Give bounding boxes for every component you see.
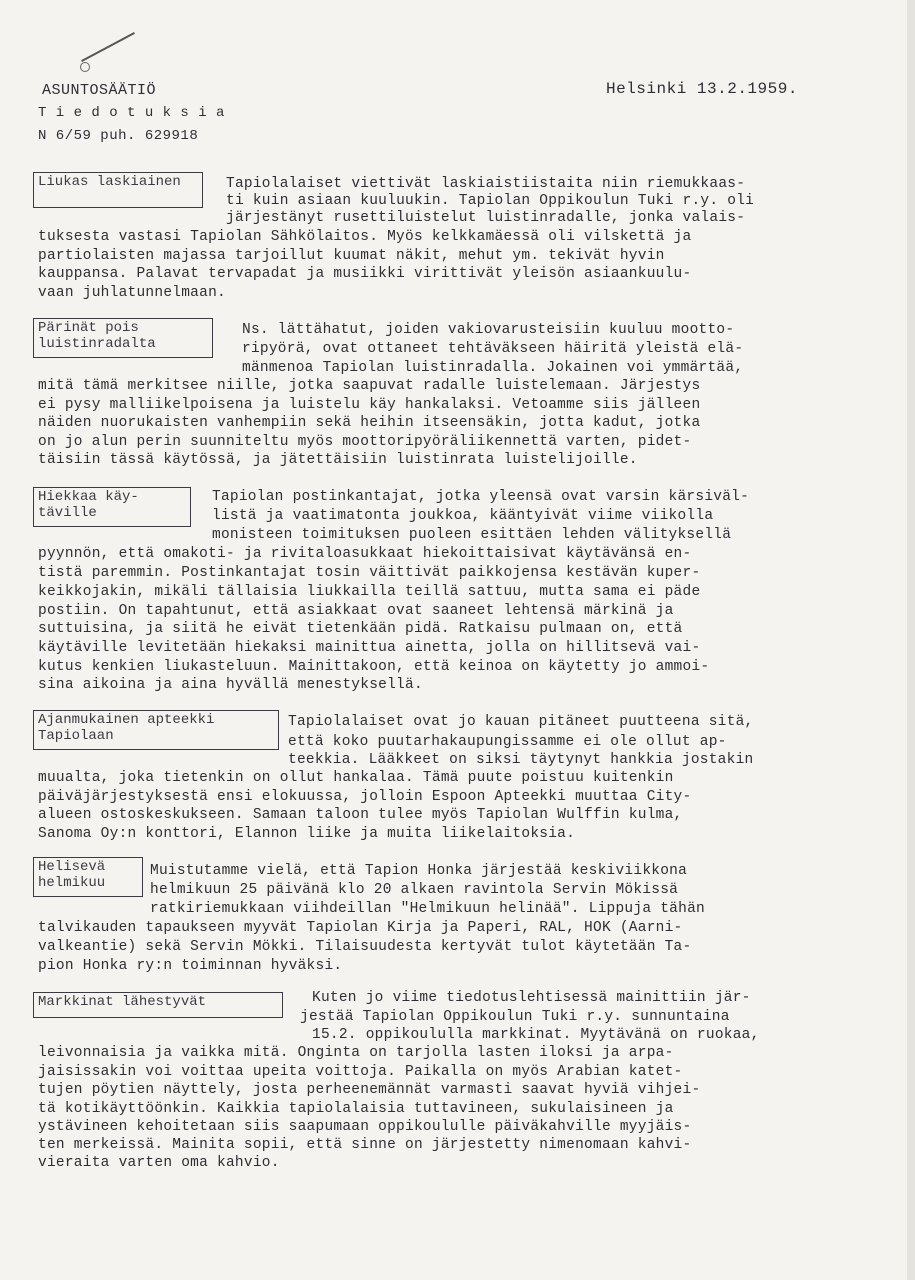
text-line: monisteen toimituksen puoleen esittäen lehden välityksellä — [212, 527, 732, 543]
text-line: ystävineen kehoitetaan siis saapumaan oppikoululle päiväkahville myyjäis- — [38, 1119, 692, 1135]
text-line: sina aikoina ja aina hyvällä menestyksellä. — [38, 677, 423, 693]
org-name: ASUNTOSÄÄTIÖ — [42, 82, 157, 99]
text-line: tistä paremmin. Postinkantajat tosin väittivät paikkojensa kestävän kuper- — [38, 565, 701, 581]
document-subtitle: T i e d o t u k s i a — [38, 105, 225, 121]
text-line: Muistutamme vielä, että Tapion Honka järjestää keskiviikkona — [150, 863, 688, 879]
paperclip-loop — [80, 62, 90, 72]
text-line: listä ja vaatimatonta joukkoa, kääntyivät viime viikolla — [212, 508, 714, 524]
text-line: järjestänyt rusettiluistelut luistinradalle, jonka valais- — [226, 210, 746, 226]
text-line: Tapiolalaiset viettivät laskiaistiistaita niin riemukkaas- — [226, 176, 746, 192]
section-label-helmikuu: Helisevä helmikuu — [33, 857, 143, 897]
text-line: ten merkeissä. Mainita sopii, että sinne on järjestetty nimenomaan kahvi- — [38, 1137, 692, 1153]
text-line: muualta, joka tietenkin on ollut hankalaa. Tämä puute poistuu kuitenkin — [38, 770, 674, 786]
text-line: tuksesta vastasi Tapiolan Sähkölaitos. Myös kelkkamäessä oli vilskettä ja — [38, 229, 692, 245]
section-label-markkinat: Markkinat lähestyvät — [33, 992, 283, 1018]
section-label-parinat: Pärinät pois luistinradalta — [33, 318, 213, 358]
text-line: mänmenoa Tapiolan luistinradalla. Jokainen voi ymmärtää, — [242, 360, 744, 376]
text-line: ratkiriemukkaan viihdeillan "Helmikuun helinää". Lippuja tähän — [150, 901, 705, 917]
text-line: suttuisina, ja siitä he eivät tietenkään pidä. Ratkaisu pulmaan on, että — [38, 621, 683, 637]
issue-number: N 6/59 puh. 629918 — [38, 128, 199, 144]
text-line: talvikauden tapaukseen myyvät Tapiolan Kirja ja Paperi, RAL, HOK (Aarni- — [38, 920, 683, 936]
text-line: mitä tämä merkitsee niille, jotka saapuvat radalle luistelemaan. Järjestys — [38, 378, 701, 394]
text-line: kauppansa. Palavat tervapadat ja musiikki virittivät yleisön asiaankuulu- — [38, 266, 692, 282]
text-line: käytäville levitetään hiekaksi mainittua ainetta, jolla on hillitsevä vai- — [38, 640, 701, 656]
text-line: pion Honka ry:n toiminnan hyväksi. — [38, 958, 343, 974]
text-line: alueen ostoskeskukseen. Samaan taloon tulee myös Tapiolan Wulffin kulma, — [38, 807, 683, 823]
text-line: Kuten jo viime tiedotuslehtisessä mainittiin jär- — [312, 990, 751, 1006]
text-line: jaisissakin voi voittaa upeita voittoja. Paikalla on myös Arabian katet- — [38, 1064, 683, 1080]
text-line: tä kotikäyttöönkin. Kaikkia tapiolalaisia tuttavineen, sukulaisineen ja — [38, 1101, 674, 1117]
text-line: Ns. lättähatut, joiden vakiovarusteisiin kuuluu mootto- — [242, 322, 735, 338]
text-line: päiväjärjestyksestä ensi elokuussa, jolloin Espoon Apteekki muuttaa City- — [38, 789, 692, 805]
text-line: ei pysy malliikelpoisena ja luistelu käy hankalaksi. Vetoamme siis jälleen — [38, 397, 701, 413]
text-line: pyynnön, että omakoti- ja rivitaloasukkaat hiekoittaisivat käytävänsä en- — [38, 546, 692, 562]
text-line: postiin. On tapahtunut, että asiakkaat ovat saaneet lehtensä märkinä ja — [38, 603, 674, 619]
text-line: leivonnaisia ja vaikka mitä. Onginta on tarjolla lasten iloksi ja arpa- — [38, 1045, 674, 1061]
text-line: on jo alun perin suunniteltu myös moottoripyöräliikennettä varten, pidet- — [38, 434, 692, 450]
text-line: keikkojakin, mikäli tällaisia liukkailla teillä sattuu, mutta sama ei päde — [38, 584, 701, 600]
text-line: vaan juhlatunnelmaan. — [38, 285, 226, 301]
section-label-hiekkaa: Hiekkaa käy- täville — [33, 487, 191, 527]
page-edge — [907, 0, 915, 1280]
text-line: täisiin tässä käytössä, ja jätettäisiin luistinrata luistelijoille. — [38, 452, 638, 468]
text-line: tujen pöytien näyttely, josta perheenemännät varmasti saavat hyviä vihjei- — [38, 1082, 701, 1098]
text-line: kutus kenkien liukasteluun. Mainittakoon, että keinoa on käytetty jo ammoi- — [38, 659, 710, 675]
text-line: ti kuin asiaan kuuluukin. Tapiolan Oppikoulun Tuki r.y. oli — [226, 193, 755, 209]
section-label-apteekki: Ajanmukainen apteekki Tapiolaan — [33, 710, 279, 750]
text-line: ripyörä, ovat ottaneet tehtäväkseen häiritä yleistä elä- — [242, 341, 744, 357]
text-line: helmikuun 25 päivänä klo 20 alkaen ravintola Servin Mökissä — [150, 882, 679, 898]
text-line: jestää Tapiolan Oppikoulun Tuki r.y. sunnuntaina — [300, 1009, 730, 1025]
text-line: että koko puutarhakaupungissamme ei ole ollut ap- — [288, 734, 727, 750]
paperclip-mark — [81, 32, 135, 62]
text-line: 15.2. oppikoululla markkinat. Myytävänä on ruokaa, — [312, 1027, 760, 1043]
text-line: partiolaisten majassa tarjoillut kuumat näkit, mehut ym. tekivät hyvin — [38, 248, 665, 264]
text-line: vieraita varten oma kahvio. — [38, 1155, 280, 1171]
text-line: näiden nuorukaisten vanhempiin sekä heihin itseensäkin, jotta kadut, jotka — [38, 415, 701, 431]
text-line: Tapiolalaiset ovat jo kauan pitäneet puutteena sitä, — [288, 714, 754, 730]
text-line: Tapiolan postinkantajat, jotka yleensä ovat varsin kärsiväl- — [212, 489, 750, 505]
place-date: Helsinki 13.2.1959. — [606, 80, 798, 98]
text-line: teekkia. Lääkkeet on siksi täytynyt hankkia jostakin — [288, 752, 754, 768]
text-line: valkeantie) sekä Servin Mökki. Tilaisuudesta kertyvät tulot käytetään Ta- — [38, 939, 692, 955]
section-label-liukas: Liukas laskiainen — [33, 172, 203, 208]
text-line: Sanoma Oy:n konttori, Elannon liike ja muita liikelaitoksia. — [38, 826, 576, 842]
